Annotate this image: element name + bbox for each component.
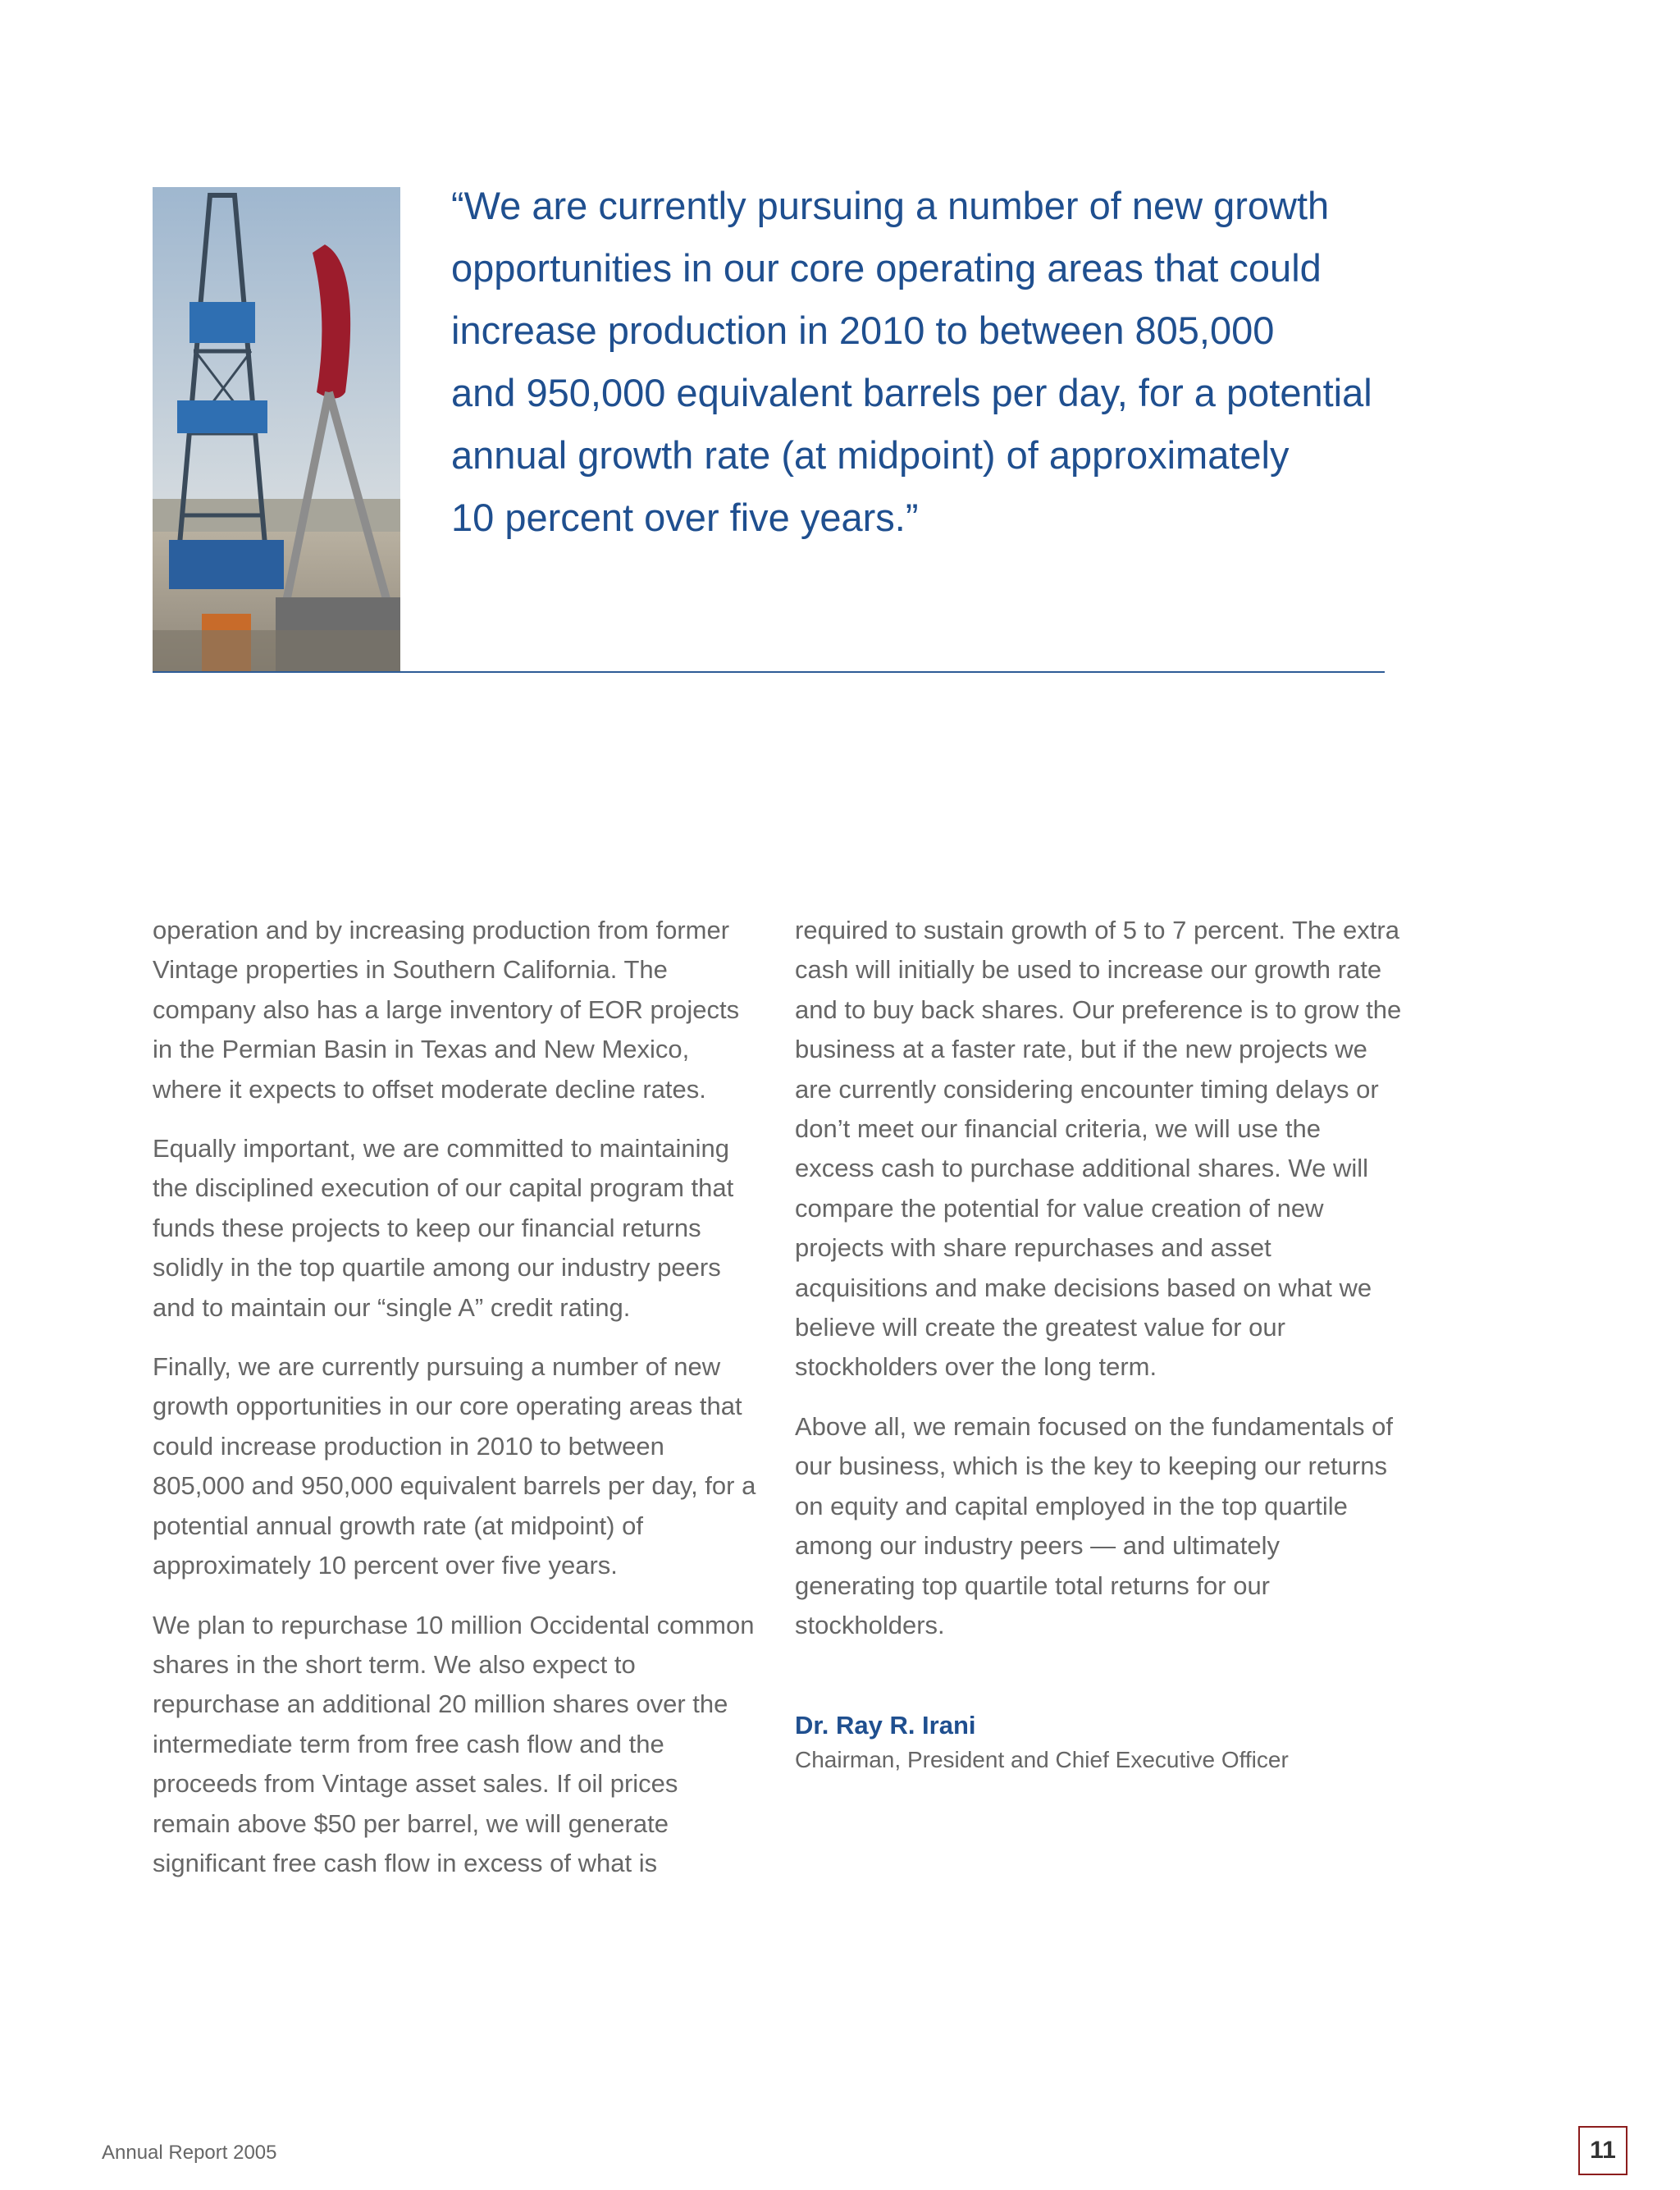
body-paragraph: Finally, we are currently pursuing a number of new growth opportunities in our core operating areas that could increase production in 2010 to between 805,000 and 950,000 equivalent barrels per day, for a potential annual growth rate (at midpoint) of approximately 10 percent over five years.: [153, 1352, 756, 1580]
quote-line: and 950,000 equivalent barrels per day, for a potential: [451, 371, 1372, 414]
footer-report-title: Annual Report 2005: [102, 2142, 277, 2164]
quote-line: “We are currently pursuing a number of new growth: [451, 184, 1330, 227]
body-paragraph: Above all, we remain focused on the fundamentals of our business, which is the key to keeping our returns on equity and capital employed in the top quartile among our industry peers — and ultimately generating top quartile total returns for our stockholders.: [795, 1411, 1393, 1639]
body-column-left: [153, 911, 760, 1903]
oil-rig-photo: [153, 187, 400, 671]
body-column-right: [795, 911, 1402, 1776]
page-number: 11: [1578, 2126, 1628, 2175]
body-paragraph: Equally important, we are committed to maintaining the disciplined execution of our capital program that funds these projects to keep our financial returns solidly in the top quartile among our industry peers and to maintain our “single A” credit rating.: [153, 1134, 734, 1322]
quote-line: opportunities in our core operating areas that could: [451, 246, 1322, 290]
pull-quote: [451, 175, 1418, 549]
quote-line: 10 percent over five years.”: [451, 496, 919, 539]
signatory-title: Chairman, President and Chief Executive Officer: [795, 1747, 1289, 1773]
quote-divider: [153, 671, 1385, 673]
body-paragraph: required to sustain growth of 5 to 7 percent. The extra cash will initially be used to increase our growth rate and to buy back shares. Our preference is to grow the business at a faster rate, but if the new projects we are currently considering encounter timing delays or don’t meet our financial criteria, we will use the excess cash to purchase additional shares. We will compare the potential for value creation of new projects with share repurchases and asset acquisitions and make decisions based on what we believe will create the greatest value for our stockholders over the long term.: [795, 916, 1402, 1382]
quote-line: increase production in 2010 to between 805,000: [451, 309, 1275, 352]
quote-line: annual growth rate (at midpoint) of approximately: [451, 433, 1290, 477]
body-paragraph: We plan to repurchase 10 million Occidental common shares in the short term. We also expect to repurchase an additional 20 million shares over the intermediate term from free cash flow and the proceeds from Vintage asset sales. If oil prices remain above $50 per barrel, we will generate significant free cash flow in excess of what is: [153, 1610, 755, 1877]
signature-block: [795, 1708, 1402, 1776]
body-paragraph: operation and by increasing production from former Vintage properties in Southern California. The company also has a large inventory of EOR projects in the Permian Basin in Texas and New Mexico, where it expects to offset moderate decline rates.: [153, 916, 740, 1104]
signatory-name: Dr. Ray R. Irani: [795, 1711, 976, 1740]
